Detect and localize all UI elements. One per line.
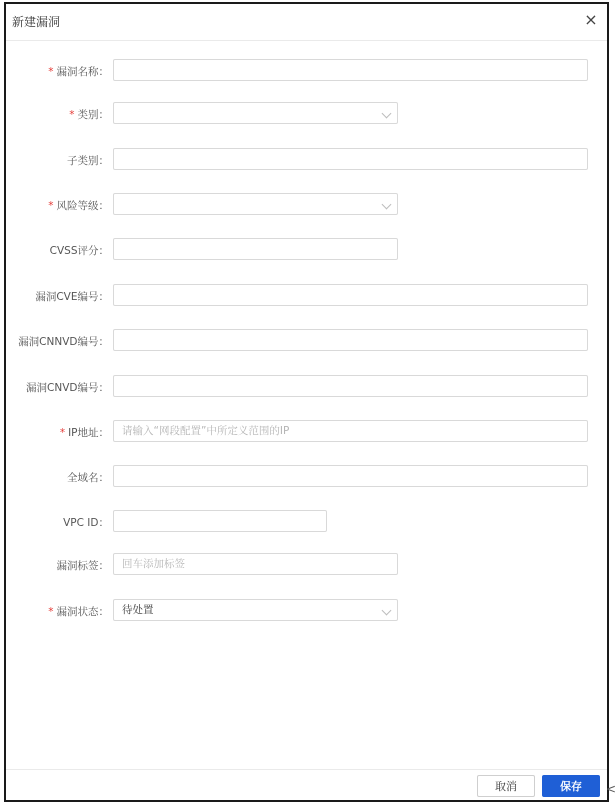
- vuln-name-input[interactable]: [113, 59, 588, 81]
- row-domain: [6, 465, 607, 489]
- label-risk-level: * 风险等级：: [48, 200, 109, 212]
- tags-placeholder: 回车添加标签: [122, 558, 185, 570]
- label-tags: 漏洞标签：: [56, 560, 109, 572]
- label-ip: * IP地址：: [59, 427, 109, 439]
- row-vuln-name: [6, 59, 607, 83]
- dialog-footer: [6, 769, 607, 800]
- risk-level-select[interactable]: [113, 193, 398, 215]
- subcategory-input[interactable]: [113, 148, 588, 170]
- cancel-button[interactable]: 取消: [477, 775, 535, 797]
- row-cnnvd: [6, 329, 607, 353]
- ip-input[interactable]: [113, 420, 588, 442]
- row-status: [6, 599, 607, 623]
- category-select[interactable]: [113, 102, 398, 124]
- label-domain: 全域名：: [67, 472, 109, 484]
- required-mark: *: [59, 427, 66, 439]
- cnvd-input[interactable]: [113, 375, 588, 397]
- row-cnvd: [6, 375, 607, 399]
- domain-input[interactable]: [113, 465, 588, 487]
- label-vuln-name: * 漏洞名称：: [48, 66, 109, 78]
- label-category: * 类别：: [69, 109, 109, 121]
- label-status: * 漏洞状态：: [48, 606, 109, 618]
- required-mark: *: [69, 109, 75, 121]
- label-cve: 漏洞CVE编号：: [35, 291, 109, 303]
- new-vulnerability-dialog: [4, 2, 609, 802]
- status-select[interactable]: [113, 599, 398, 621]
- row-subcategory: [6, 148, 607, 172]
- dialog-header: [6, 4, 607, 41]
- required-mark: *: [48, 200, 54, 212]
- status-value: 待处置: [122, 604, 154, 616]
- required-mark: *: [48, 606, 54, 618]
- required-mark: *: [48, 66, 54, 78]
- label-vpc-id: VPC ID：: [63, 517, 109, 529]
- save-button[interactable]: 保存: [542, 775, 600, 797]
- label-cnvd: 漏洞CNVD编号：: [26, 382, 109, 394]
- cve-input[interactable]: [113, 284, 588, 306]
- chevron-down-icon: [382, 109, 392, 119]
- label-cvss: CVSS评分：: [49, 245, 109, 257]
- row-cvss: [6, 238, 607, 262]
- label-subcategory: 子类别：: [67, 155, 109, 167]
- row-category: [6, 102, 607, 126]
- close-icon[interactable]: ×: [584, 10, 598, 29]
- row-cve: [6, 284, 607, 308]
- chevron-down-icon: [382, 200, 392, 210]
- vpc-id-input[interactable]: [113, 510, 327, 532]
- cnnvd-input[interactable]: [113, 329, 588, 351]
- chevron-left-icon: <: [606, 782, 616, 796]
- tags-input[interactable]: [113, 553, 398, 575]
- row-risk-level: [6, 193, 607, 217]
- chevron-down-icon: [382, 606, 392, 616]
- cvss-input[interactable]: [113, 238, 398, 260]
- label-cnnvd: 漏洞CNNVD编号：: [18, 336, 109, 348]
- dialog-title: 新建漏洞: [12, 15, 61, 29]
- row-tags: [6, 553, 607, 577]
- row-ip: [6, 420, 607, 444]
- row-vpc-id: [6, 510, 607, 534]
- ip-placeholder: 请输入“网段配置”中所定义范围的IP: [122, 425, 290, 437]
